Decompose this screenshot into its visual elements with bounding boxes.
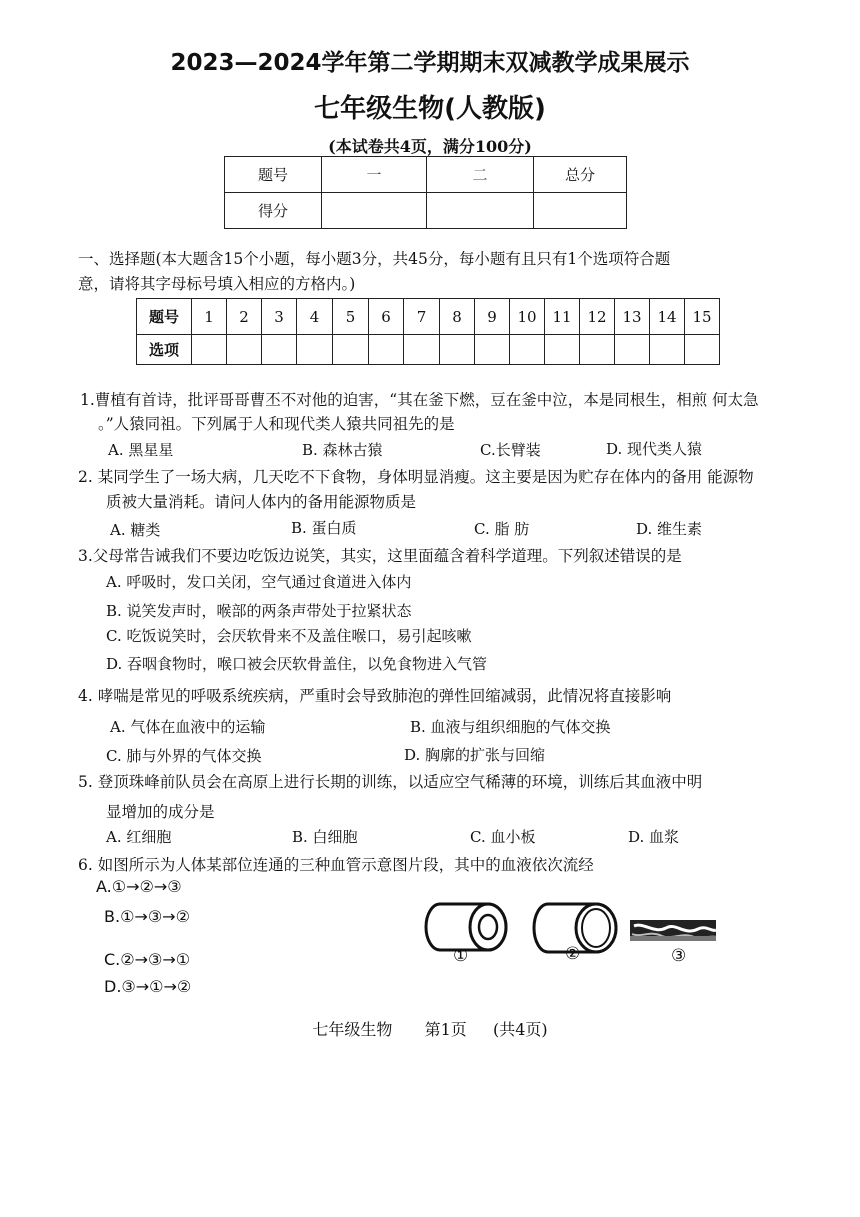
answer-table-label-number: 题号 — [137, 299, 192, 335]
footer-total: (共4页) — [492, 1020, 548, 1039]
answer-number: 13 — [615, 299, 650, 335]
q2-option-a: A. 糖类 — [110, 521, 161, 539]
q6-option-c: C.②→③→① — [104, 950, 191, 969]
score-table-label-score: 得分 — [225, 193, 322, 229]
q1-stem-line2: 。”人猿同祖。下列属于人和现代类人猿共同祖先的是 — [98, 415, 455, 433]
answer-number: 12 — [580, 299, 615, 335]
answer-cell — [192, 335, 227, 365]
score-cell — [427, 193, 534, 229]
q2-stem-line1: 2. 某同学生了一场大病，几天吃不下食物，身体明显消瘦。这主要是因为贮存在体内的备用 能源物 — [78, 468, 754, 486]
answer-cell — [369, 335, 404, 365]
answer-number: 3 — [262, 299, 297, 335]
vessel-label-3: ③ — [671, 946, 687, 966]
answer-cell — [510, 335, 545, 365]
vessel-3-shape — [630, 920, 716, 941]
q6-option-b: B.①→③→② — [104, 907, 190, 926]
q5-option-a: A. 红细胞 — [106, 828, 172, 846]
q6-option-a: A.①→②→③ — [96, 877, 182, 896]
q1-stem-line1: 1.曹植有首诗，批评哥哥曹丕不对他的迫害，“其在釜下燃，豆在釜中泣，本是同根生，相煎 何太急 — [80, 391, 759, 409]
q1-option-d: D. 现代类人猿 — [606, 440, 703, 458]
section1-line1: 一、选择题(本大题含15个小题，每小题3分，共45分，每小题有且只有1个选项符合题 — [78, 250, 671, 268]
exam-title: 2023—2024学年第二学期期末双减教学成果展示 — [170, 50, 690, 76]
q5-stem-line1: 5. 登顶珠峰前队员会在高原上进行长期的训练，以适应空气稀薄的环境，训练后其血液中明 — [78, 773, 703, 791]
section1-line2: 意，请将其字母标号填入相应的方格内。) — [78, 275, 356, 293]
q6-option-d: D.③→①→② — [104, 977, 192, 996]
page-footer — [0, 1017, 860, 1040]
q2-stem-line2: 质被大量消耗。请问人体内的备用能源物质是 — [106, 493, 417, 511]
q4-option-b: B. 血液与组织细胞的气体交换 — [410, 718, 611, 736]
footer-subject: 七年级生物 — [312, 1020, 393, 1039]
q2-option-c: C. 脂 肪 — [474, 520, 530, 538]
exam-note: (本试卷共4页，满分100分) — [328, 137, 532, 156]
q6-stem: 6. 如图所示为人体某部位连通的三种血管示意图片段，其中的血液依次流经 — [78, 856, 594, 874]
score-table-header-part2: 二 — [427, 157, 534, 193]
q5-option-d: D. 血浆 — [628, 828, 680, 846]
score-table-header-part1: 一 — [322, 157, 427, 193]
answer-cell — [262, 335, 297, 365]
answer-number: 10 — [510, 299, 545, 335]
answer-cell — [297, 335, 333, 365]
answer-cell — [333, 335, 369, 365]
score-table — [224, 156, 627, 229]
q1-option-b: B. 森林古猿 — [302, 441, 383, 459]
answer-number: 4 — [297, 299, 333, 335]
q4-option-c: C. 肺与外界的气体交换 — [106, 747, 262, 765]
answer-cell — [545, 335, 580, 365]
answer-cell — [615, 335, 650, 365]
answer-cell — [650, 335, 685, 365]
answer-number: 6 — [369, 299, 404, 335]
q3-option-d: D. 吞咽食物时，喉口被会厌软骨盖住，以免食物进入气管 — [106, 655, 488, 673]
q1-option-c: C.长臂装 — [480, 441, 541, 459]
answer-cell — [404, 335, 440, 365]
q3-stem: 3.父母常告诫我们不要边吃饭边说笑，其实，这里面蕴含着科学道理。下列叙述错误的是 — [78, 547, 682, 565]
answer-number: 14 — [650, 299, 685, 335]
q3-option-b: B. 说笑发声时，喉部的两条声带处于拉紧状态 — [106, 602, 412, 620]
q2-option-b: B. 蛋白质 — [291, 519, 357, 537]
answer-number: 1 — [192, 299, 227, 335]
answer-number: 2 — [227, 299, 262, 335]
q4-stem: 4. 哮喘是常见的呼吸系统疾病，严重时会导致肺泡的弹性回缩减弱，此情况将直接影响 — [78, 687, 672, 705]
q5-option-b: B. 白细胞 — [292, 828, 358, 846]
q5-stem-line2: 显增加的成分是 — [106, 803, 215, 821]
vessel-label-1: ① — [453, 946, 469, 966]
answer-number: 5 — [333, 299, 369, 335]
score-table-header-total: 总分 — [534, 157, 627, 193]
q3-option-a: A. 呼吸时，发口关闭，空气通过食道进入体内 — [106, 573, 412, 591]
answer-table-label-choice: 选项 — [137, 335, 192, 365]
answer-cell — [685, 335, 720, 365]
answer-number: 15 — [685, 299, 720, 335]
answer-number: 11 — [545, 299, 580, 335]
score-cell — [322, 193, 427, 229]
exam-subject: 七年级生物(人教版) — [314, 94, 546, 124]
answer-table — [136, 298, 720, 365]
q2-option-d: D. 维生素 — [636, 520, 703, 538]
answer-number: 7 — [404, 299, 440, 335]
answer-cell — [227, 335, 262, 365]
vessel-1-shape — [426, 904, 506, 950]
answer-number: 9 — [475, 299, 510, 335]
q4-option-d: D. 胸廓的扩张与回缩 — [404, 746, 546, 764]
footer-page: 第1页 — [424, 1020, 467, 1039]
q1-option-a: A. 黑星星 — [108, 441, 174, 459]
vessel-label-2: ② — [565, 944, 581, 964]
answer-cell — [475, 335, 510, 365]
answer-cell — [440, 335, 475, 365]
score-cell — [534, 193, 627, 229]
q4-option-a: A. 气体在血液中的运输 — [110, 718, 266, 736]
score-table-header-number: 题号 — [225, 157, 322, 193]
q5-option-c: C. 血小板 — [470, 828, 536, 846]
q3-option-c: C. 吃饭说笑时，会厌软骨来不及盖住喉口，易引起咳嗽 — [106, 627, 472, 645]
answer-cell — [580, 335, 615, 365]
answer-number: 8 — [440, 299, 475, 335]
